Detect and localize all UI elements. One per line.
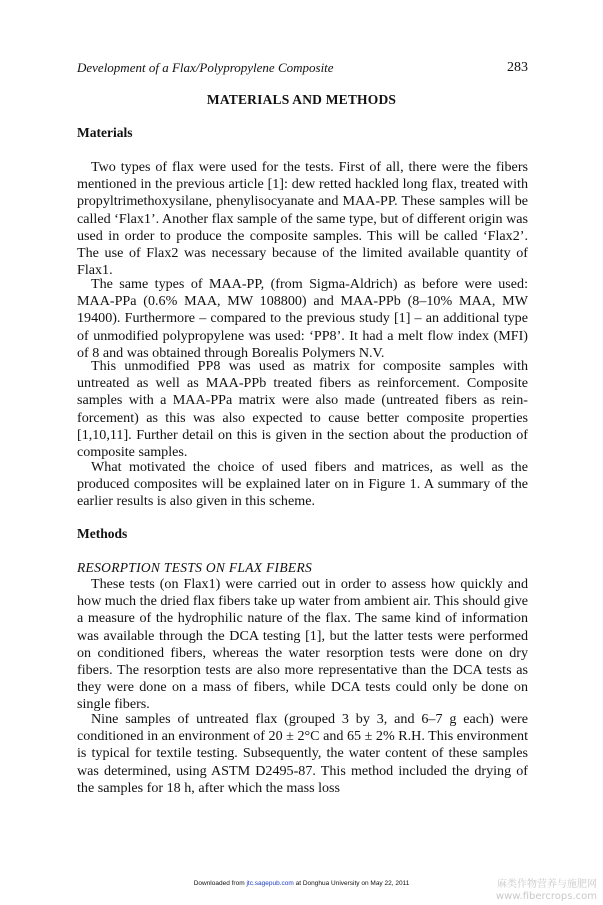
- section-title: MATERIALS AND METHODS: [206, 92, 397, 107]
- page-number: 283: [507, 60, 528, 75]
- materials-paragraph-2: The same types of MAA-PP, (from Sigma-Aldrich) as before were used: MAA-PPa (0.6% MAA, MW 108800) and MAA-PPb (8–10% MAA, MW 19400). Furthermore – compared to the previous study [1] – an additional type of unmodified polypropylene was used: ‘PP8’. It had a melt flow index (MFI) of 8 and was obtained through Borealis Polymers N.V.: [77, 276, 528, 361]
- materials-paragraph-3: This unmodified PP8 was used as matrix for composite samples with untreated as well as MAA-PPb treated fibers as reinforcement. Composite samples with a MAA-PPa matrix were also made (untreated fibers as reinforcement) as this was also expected to cause better composite properties [1,10,11]. Further detail on this is given in the section about the production of composite samples.: [77, 358, 528, 461]
- materials-heading: Materials: [77, 125, 133, 140]
- watermark-line-2: www.fibercrops.com: [495, 891, 597, 902]
- methods-paragraph-1: These tests (on Flax1) were carried out in order to assess how quickly and how much the dried flax fibers take up water from ambient air. This should give a measure of the hydrophilic nature of the flax. The same kind of information was available through the DCA testing [1], but the latter tests were performed on conditioned fibers, whereas the water resorption tests were done on dry fibers. The resorption tests are also more representative than the DCA tests as they were done on a mass of fibers, while DCA tests could only be done on single fibers.: [77, 576, 529, 713]
- footer-link[interactable]: jtc.sagepub.com: [246, 880, 294, 887]
- watermark-line-1: 麻类作物营养与施肥网: [497, 879, 597, 890]
- materials-paragraph-4: What motivated the choice of used fibers and matrices, as well as the produced composites will be explained later on in Figure 1. A summary of the earlier results is also given in this scheme.: [77, 459, 528, 510]
- site-watermark: [496, 879, 597, 903]
- footer-prefix: Downloaded from: [193, 880, 245, 887]
- methods-heading: Methods: [77, 526, 128, 541]
- running-header: [77, 59, 528, 77]
- footer-suffix: at Donghua University on May 22, 2011: [295, 880, 410, 887]
- materials-paragraph-1: Two types of flax were used for the tests. First of all, there were the fibers mentioned in the previous article [1]: dew retted hackled long flax, treated with propyltrimethoxysilane, phenylisocyanate and MAA-PP. These samples will be called ‘Flax1’. Another flax sample of the same type, but of different origin was used in order to produce the composite samples. This will be called ‘Flax2’. The use of Flax2 was necessary because of the limited available quantity of Flax1.: [77, 159, 528, 279]
- resorption-subheading: RESORPTION TESTS ON FLAX FIBERS: [77, 560, 313, 575]
- running-title: Development of a Flax/Polypropylene Composite: [77, 60, 334, 75]
- methods-paragraph-2: Nine samples of untreated flax (grouped 3 by 3, and 6–7 g each) were conditioned in an environment of 20 ± 2°C and 65 ± 2% R.H. This environment is typical for textile testing. Subsequently, the water content of these samples was determined, using ASTM D2495-87. This method included the drying of the samples for 18 h, after which the mass loss: [77, 711, 528, 796]
